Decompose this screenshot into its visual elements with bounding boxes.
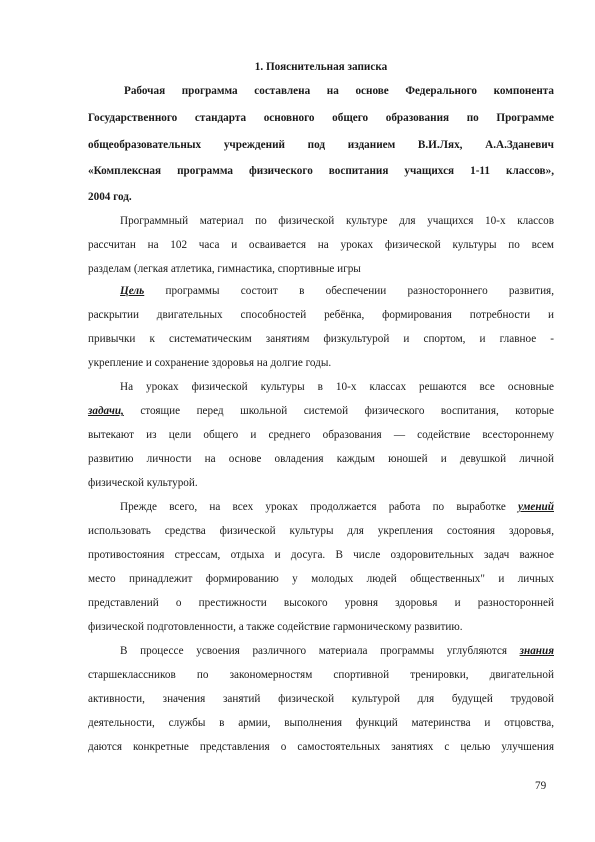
paragraph-6-line-4: деятельности, службы в армии, выполнения функций материнства и отцовства,: [88, 717, 554, 729]
paragraph-6-line-3: активности, значения занятий физической культурой для будущей трудовой: [88, 693, 554, 705]
paragraph-3-line-4: укрепление и сохранение здоровья на долгие годы.: [88, 357, 332, 369]
skills-keyword: умений: [518, 501, 554, 513]
goal-keyword: Цель: [120, 285, 145, 297]
paragraph-2-line-1: Программный материал по физической культуре для учащихся 10-х классов: [120, 215, 554, 227]
paragraph-6-line-1: В процессе усвоения различного материала программы углубляются знания: [120, 645, 554, 657]
paragraph-3-line-1: Цель программы состоит в обеспечении разностороннего развития,: [120, 285, 554, 297]
paragraph-5-line-1: Прежде всего, на всех уроках продолжается работа по выработке умений: [120, 501, 554, 513]
paragraph-5-line-6: физической подготовленности, а также содействие гармоническому развитию.: [88, 621, 463, 633]
paragraph-5-line-3: противостояния стрессам, отдыха и досуга. В числе оздоровительных задач важное: [88, 549, 554, 561]
paragraph-4-line-5: физической культурой.: [88, 477, 198, 489]
paragraph-2-line-2: рассчитан на 102 часа и осваивается на уроках физической культуры по всем: [88, 239, 554, 251]
paragraph-4-line-1: На уроках физической культуры в 10-х классах решаются все основные: [120, 381, 554, 393]
paragraph-5-line-4: место принадлежит формированию у молодых людей общественных" и личных: [88, 573, 554, 585]
paragraph-1-line-4: «Комплексная программа физического воспитания учащихся 1-11 классов»,: [88, 165, 554, 177]
paragraph-1-line-3: общеобразовательных учреждений под изданием В.И.Лях, А.А.Зданевич: [88, 139, 554, 151]
paragraph-1-line-1: Рабочая программа составлена на основе Федерального компонента: [124, 85, 554, 97]
section-heading: 1. Пояснительная записка: [254, 61, 388, 73]
page-number: 79: [535, 780, 547, 792]
paragraph-3-line-3: привычки к систематическим занятиям физкультурой и спортом, и главное -: [88, 333, 554, 345]
paragraph-4-line-2: задачи, стоящие перед школьной системой физического воспитания, которые: [88, 405, 554, 417]
paragraph-6-line-5: даются конкретные представления о самостоятельных занятиях с целью улучшения: [88, 741, 554, 753]
paragraph-5-line-2: использовать средства физической культуры для укрепления состояния здоровья,: [88, 525, 554, 537]
tasks-keyword: задачи,: [88, 405, 124, 417]
paragraph-5-line-5: представлений о престижности высокого уровня здоровья и разносторонней: [88, 597, 554, 609]
paragraph-1-line-5: 2004 год.: [88, 191, 132, 203]
knowledge-keyword: знания: [519, 645, 554, 657]
paragraph-1-line-2: Государственного стандарта основного общего образования по Программе: [88, 112, 554, 124]
paragraph-4-line-4: развитию личности на основе овладения каждым юношей и девушкой личной: [88, 453, 554, 465]
paragraph-6-line-2: старшеклассников по закономерностям спортивной тренировки, двигательной: [88, 669, 554, 681]
paragraph-4-line-3: вытекают из цели общего и среднего образования — содействие всестороннему: [88, 429, 554, 441]
paragraph-3-line-2: раскрытии двигательных способностей ребёнка, формирования потребности и: [88, 309, 554, 321]
paragraph-2-line-3: разделам (легкая атлетика, гимнастика, спортивные игры: [88, 263, 361, 275]
